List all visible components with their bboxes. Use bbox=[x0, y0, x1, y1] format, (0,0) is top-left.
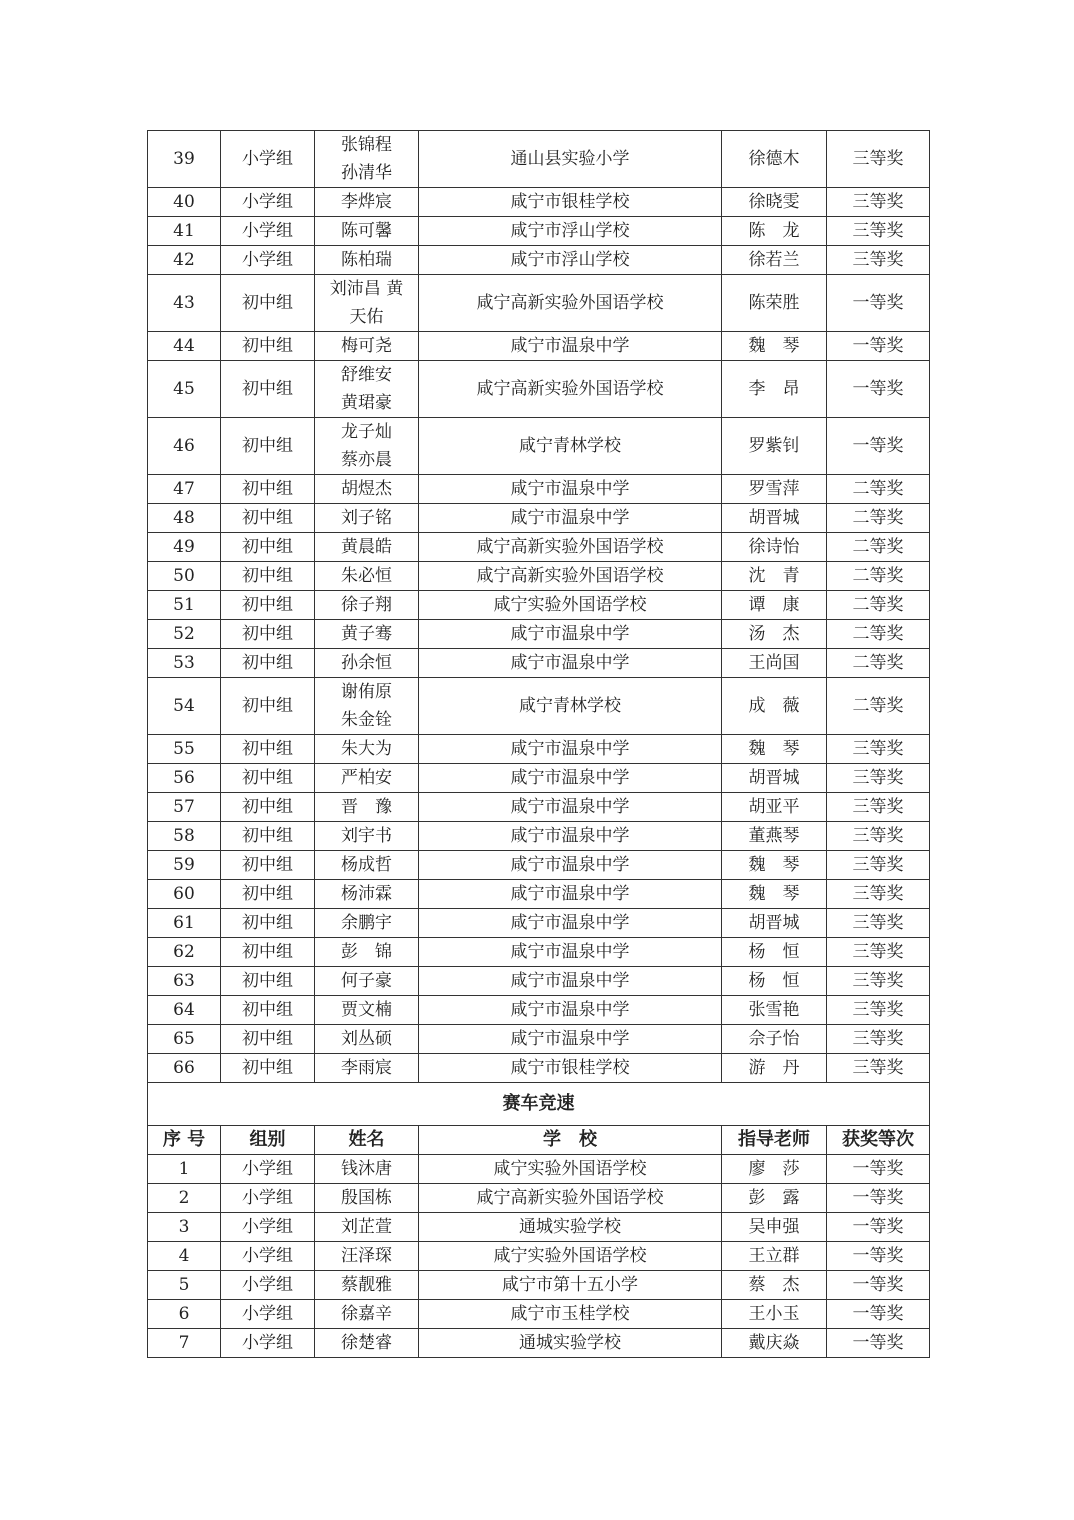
row-group: 初中组 bbox=[221, 475, 315, 504]
row-group: 初中组 bbox=[221, 620, 315, 649]
row-names bbox=[315, 504, 419, 533]
row-award: 一等奖 bbox=[827, 1242, 930, 1271]
student-name: 徐楚睿 bbox=[341, 1333, 392, 1353]
row-teacher: 魏 琴 bbox=[722, 735, 827, 764]
header-group: 组别 bbox=[221, 1126, 315, 1155]
row-award: 三等奖 bbox=[827, 938, 930, 967]
row-award: 三等奖 bbox=[827, 909, 930, 938]
table-row bbox=[148, 591, 930, 620]
row-teacher: 董燕琴 bbox=[722, 822, 827, 851]
table-row bbox=[148, 851, 930, 880]
row-group: 初中组 bbox=[221, 591, 315, 620]
row-number: 50 bbox=[148, 562, 221, 591]
row-school: 咸宁青林学校 bbox=[419, 418, 722, 475]
row-number: 52 bbox=[148, 620, 221, 649]
row-school: 咸宁市温泉中学 bbox=[419, 332, 722, 361]
row-names bbox=[315, 1271, 419, 1300]
row-names bbox=[315, 1025, 419, 1054]
row-school: 咸宁市温泉中学 bbox=[419, 967, 722, 996]
student-name: 李雨宸 bbox=[341, 1058, 392, 1078]
student-name: 孙余恒 bbox=[341, 653, 392, 673]
row-names bbox=[315, 678, 419, 735]
student-name: 殷国栋 bbox=[341, 1188, 392, 1208]
row-school: 咸宁市玉桂学校 bbox=[419, 1300, 722, 1329]
row-award: 二等奖 bbox=[827, 504, 930, 533]
row-teacher: 沈 青 bbox=[722, 562, 827, 591]
row-group: 初中组 bbox=[221, 938, 315, 967]
row-group: 初中组 bbox=[221, 562, 315, 591]
table-row bbox=[148, 188, 930, 217]
student-name: 刘沛昌 黄 bbox=[329, 279, 404, 299]
row-number: 49 bbox=[148, 533, 221, 562]
row-group: 小学组 bbox=[221, 1271, 315, 1300]
student-name: 梅可尧 bbox=[341, 336, 392, 356]
student-name: 刘芷萱 bbox=[341, 1217, 392, 1237]
awards-body-part2 bbox=[148, 1155, 930, 1358]
student-name: 朱大为 bbox=[341, 739, 392, 759]
table-row bbox=[148, 533, 930, 562]
row-school: 通城实验学校 bbox=[419, 1213, 722, 1242]
table-row bbox=[148, 822, 930, 851]
table-row bbox=[148, 504, 930, 533]
row-names bbox=[315, 967, 419, 996]
row-number: 39 bbox=[148, 131, 221, 188]
row-number: 45 bbox=[148, 361, 221, 418]
row-number: 63 bbox=[148, 967, 221, 996]
row-award: 三等奖 bbox=[827, 967, 930, 996]
row-teacher: 魏 琴 bbox=[722, 332, 827, 361]
row-school: 咸宁青林学校 bbox=[419, 678, 722, 735]
table-row bbox=[148, 880, 930, 909]
header-school: 学 校 bbox=[419, 1126, 722, 1155]
row-number: 48 bbox=[148, 504, 221, 533]
student-name: 李烨宸 bbox=[341, 192, 392, 212]
student-name: 杨沛霖 bbox=[341, 884, 392, 904]
row-award: 三等奖 bbox=[827, 188, 930, 217]
table-row bbox=[148, 217, 930, 246]
row-number: 55 bbox=[148, 735, 221, 764]
row-school: 咸宁市浮山学校 bbox=[419, 246, 722, 275]
row-award: 二等奖 bbox=[827, 475, 930, 504]
section-title: 赛车竞速 bbox=[148, 1083, 930, 1126]
row-school: 咸宁市温泉中学 bbox=[419, 735, 722, 764]
row-number: 65 bbox=[148, 1025, 221, 1054]
row-group: 初中组 bbox=[221, 1054, 315, 1083]
row-number: 5 bbox=[148, 1271, 221, 1300]
row-number: 66 bbox=[148, 1054, 221, 1083]
row-names bbox=[315, 735, 419, 764]
row-names bbox=[315, 822, 419, 851]
row-award: 一等奖 bbox=[827, 1184, 930, 1213]
row-group: 初中组 bbox=[221, 418, 315, 475]
row-school: 咸宁市温泉中学 bbox=[419, 851, 722, 880]
row-number: 54 bbox=[148, 678, 221, 735]
row-award: 一等奖 bbox=[827, 418, 930, 475]
student-name: 天佑 bbox=[349, 307, 384, 327]
row-award: 一等奖 bbox=[827, 332, 930, 361]
row-number: 56 bbox=[148, 764, 221, 793]
table-row bbox=[148, 1300, 930, 1329]
row-award: 二等奖 bbox=[827, 591, 930, 620]
table-row bbox=[148, 1213, 930, 1242]
row-group: 初中组 bbox=[221, 332, 315, 361]
row-school: 咸宁市温泉中学 bbox=[419, 909, 722, 938]
student-name: 徐嘉辛 bbox=[341, 1304, 392, 1324]
row-school: 咸宁高新实验外国语学校 bbox=[419, 562, 722, 591]
row-award: 一等奖 bbox=[827, 1329, 930, 1358]
row-award: 三等奖 bbox=[827, 246, 930, 275]
row-school: 咸宁市温泉中学 bbox=[419, 475, 722, 504]
row-group: 初中组 bbox=[221, 361, 315, 418]
row-award: 三等奖 bbox=[827, 1025, 930, 1054]
student-name: 龙子灿 bbox=[341, 422, 392, 442]
row-award: 三等奖 bbox=[827, 851, 930, 880]
row-teacher: 王小玉 bbox=[722, 1300, 827, 1329]
student-name: 钱沐唐 bbox=[341, 1159, 392, 1179]
row-teacher: 游 丹 bbox=[722, 1054, 827, 1083]
row-group: 初中组 bbox=[221, 996, 315, 1025]
row-group: 初中组 bbox=[221, 880, 315, 909]
row-school: 咸宁市温泉中学 bbox=[419, 793, 722, 822]
row-names bbox=[315, 1213, 419, 1242]
table-row bbox=[148, 938, 930, 967]
row-group: 初中组 bbox=[221, 1025, 315, 1054]
row-number: 2 bbox=[148, 1184, 221, 1213]
student-name: 彭 锦 bbox=[341, 942, 392, 962]
row-teacher: 杨 恒 bbox=[722, 938, 827, 967]
row-award: 二等奖 bbox=[827, 533, 930, 562]
student-name: 晋 豫 bbox=[341, 797, 392, 817]
row-names bbox=[315, 1184, 419, 1213]
row-school: 咸宁市温泉中学 bbox=[419, 996, 722, 1025]
student-name: 谢侑原 bbox=[341, 682, 392, 702]
row-teacher: 陈荣胜 bbox=[722, 275, 827, 332]
row-names bbox=[315, 851, 419, 880]
row-group: 小学组 bbox=[221, 1329, 315, 1358]
row-number: 40 bbox=[148, 188, 221, 217]
row-school: 咸宁市温泉中学 bbox=[419, 764, 722, 793]
row-award: 一等奖 bbox=[827, 1155, 930, 1184]
header-no: 序 号 bbox=[148, 1126, 221, 1155]
row-names bbox=[315, 1329, 419, 1358]
student-name: 刘子铭 bbox=[341, 508, 392, 528]
table-row bbox=[148, 1184, 930, 1213]
student-name: 黄子骞 bbox=[341, 624, 392, 644]
row-teacher: 王立群 bbox=[722, 1242, 827, 1271]
table-row bbox=[148, 332, 930, 361]
table-row bbox=[148, 1271, 930, 1300]
row-award: 三等奖 bbox=[827, 822, 930, 851]
student-name: 徐子翔 bbox=[341, 595, 392, 615]
row-school: 咸宁高新实验外国语学校 bbox=[419, 275, 722, 332]
row-names bbox=[315, 1300, 419, 1329]
column-header-row bbox=[148, 1126, 930, 1155]
table-row bbox=[148, 793, 930, 822]
row-group: 小学组 bbox=[221, 1242, 315, 1271]
row-teacher: 彭 露 bbox=[722, 1184, 827, 1213]
row-number: 4 bbox=[148, 1242, 221, 1271]
row-school: 咸宁高新实验外国语学校 bbox=[419, 533, 722, 562]
row-school: 通山县实验小学 bbox=[419, 131, 722, 188]
row-award: 三等奖 bbox=[827, 996, 930, 1025]
row-award: 三等奖 bbox=[827, 1054, 930, 1083]
row-school: 咸宁市银桂学校 bbox=[419, 1054, 722, 1083]
awards-body-part1 bbox=[148, 131, 930, 1083]
student-name: 陈柏瑞 bbox=[341, 250, 392, 270]
row-number: 46 bbox=[148, 418, 221, 475]
row-number: 53 bbox=[148, 649, 221, 678]
student-name: 余鹏宇 bbox=[341, 913, 392, 933]
row-school: 咸宁市温泉中学 bbox=[419, 880, 722, 909]
row-teacher: 廖 莎 bbox=[722, 1155, 827, 1184]
row-group: 初中组 bbox=[221, 909, 315, 938]
row-teacher: 胡亚平 bbox=[722, 793, 827, 822]
table-row bbox=[148, 967, 930, 996]
row-names bbox=[315, 764, 419, 793]
row-teacher: 胡晋城 bbox=[722, 909, 827, 938]
table-row bbox=[148, 475, 930, 504]
row-award: 三等奖 bbox=[827, 880, 930, 909]
table-row bbox=[148, 678, 930, 735]
table-row bbox=[148, 1025, 930, 1054]
row-number: 51 bbox=[148, 591, 221, 620]
student-name: 孙清华 bbox=[341, 163, 392, 183]
row-teacher: 罗紫钊 bbox=[722, 418, 827, 475]
row-number: 42 bbox=[148, 246, 221, 275]
row-award: 二等奖 bbox=[827, 649, 930, 678]
row-school: 咸宁市温泉中学 bbox=[419, 822, 722, 851]
student-name: 杨成哲 bbox=[341, 855, 392, 875]
row-group: 初中组 bbox=[221, 275, 315, 332]
row-group: 初中组 bbox=[221, 649, 315, 678]
row-teacher: 陈 龙 bbox=[722, 217, 827, 246]
row-school: 咸宁实验外国语学校 bbox=[419, 591, 722, 620]
row-number: 61 bbox=[148, 909, 221, 938]
student-name: 蔡靓雅 bbox=[341, 1275, 392, 1295]
row-number: 41 bbox=[148, 217, 221, 246]
student-name: 刘丛硕 bbox=[341, 1029, 392, 1049]
row-teacher: 魏 琴 bbox=[722, 880, 827, 909]
row-names bbox=[315, 1242, 419, 1271]
student-name: 贾文楠 bbox=[341, 1000, 392, 1020]
row-award: 三等奖 bbox=[827, 764, 930, 793]
row-group: 小学组 bbox=[221, 246, 315, 275]
header-name: 姓名 bbox=[315, 1126, 419, 1155]
student-name: 黄晨皓 bbox=[341, 537, 392, 557]
row-names bbox=[315, 217, 419, 246]
row-group: 小学组 bbox=[221, 1300, 315, 1329]
row-group: 初中组 bbox=[221, 533, 315, 562]
row-teacher: 汤 杰 bbox=[722, 620, 827, 649]
row-names bbox=[315, 620, 419, 649]
row-award: 一等奖 bbox=[827, 275, 930, 332]
table-row bbox=[148, 620, 930, 649]
row-group: 小学组 bbox=[221, 217, 315, 246]
table-row bbox=[148, 275, 930, 332]
row-school: 咸宁市银桂学校 bbox=[419, 188, 722, 217]
row-group: 初中组 bbox=[221, 793, 315, 822]
row-teacher: 吴申强 bbox=[722, 1213, 827, 1242]
row-names bbox=[315, 246, 419, 275]
table-row bbox=[148, 131, 930, 188]
row-teacher: 佘子怡 bbox=[722, 1025, 827, 1054]
row-teacher: 张雪艳 bbox=[722, 996, 827, 1025]
student-name: 刘宇书 bbox=[341, 826, 392, 846]
row-teacher: 王尚国 bbox=[722, 649, 827, 678]
row-group: 小学组 bbox=[221, 1184, 315, 1213]
row-group: 初中组 bbox=[221, 967, 315, 996]
row-names bbox=[315, 131, 419, 188]
row-names bbox=[315, 793, 419, 822]
row-group: 初中组 bbox=[221, 504, 315, 533]
row-school: 咸宁实验外国语学校 bbox=[419, 1155, 722, 1184]
row-school: 咸宁市温泉中学 bbox=[419, 938, 722, 967]
row-teacher: 蔡 杰 bbox=[722, 1271, 827, 1300]
row-number: 44 bbox=[148, 332, 221, 361]
row-names bbox=[315, 880, 419, 909]
row-names bbox=[315, 418, 419, 475]
row-group: 初中组 bbox=[221, 764, 315, 793]
table-row bbox=[148, 562, 930, 591]
row-school: 咸宁市浮山学校 bbox=[419, 217, 722, 246]
row-number: 1 bbox=[148, 1155, 221, 1184]
row-teacher: 胡晋城 bbox=[722, 764, 827, 793]
row-names bbox=[315, 996, 419, 1025]
student-name: 胡煜杰 bbox=[341, 479, 392, 499]
row-award: 三等奖 bbox=[827, 735, 930, 764]
row-names bbox=[315, 361, 419, 418]
row-group: 小学组 bbox=[221, 1213, 315, 1242]
row-number: 47 bbox=[148, 475, 221, 504]
row-group: 初中组 bbox=[221, 822, 315, 851]
student-name: 张锦程 bbox=[341, 135, 392, 155]
row-teacher: 魏 琴 bbox=[722, 851, 827, 880]
table-row bbox=[148, 1155, 930, 1184]
student-name: 何子豪 bbox=[341, 971, 392, 991]
row-names bbox=[315, 533, 419, 562]
table-row bbox=[148, 1329, 930, 1358]
row-number: 60 bbox=[148, 880, 221, 909]
row-teacher: 戴庆焱 bbox=[722, 1329, 827, 1358]
row-school: 咸宁市温泉中学 bbox=[419, 1025, 722, 1054]
section-header bbox=[148, 1083, 930, 1155]
row-number: 43 bbox=[148, 275, 221, 332]
row-number: 64 bbox=[148, 996, 221, 1025]
row-names bbox=[315, 591, 419, 620]
row-award: 一等奖 bbox=[827, 361, 930, 418]
row-teacher: 杨 恒 bbox=[722, 967, 827, 996]
table-row bbox=[148, 361, 930, 418]
student-name: 黄珺豪 bbox=[341, 393, 392, 413]
row-number: 59 bbox=[148, 851, 221, 880]
row-school: 咸宁市温泉中学 bbox=[419, 649, 722, 678]
row-award: 一等奖 bbox=[827, 1300, 930, 1329]
row-teacher: 徐诗怡 bbox=[722, 533, 827, 562]
row-number: 57 bbox=[148, 793, 221, 822]
row-teacher: 李 昂 bbox=[722, 361, 827, 418]
row-teacher: 谭 康 bbox=[722, 591, 827, 620]
row-award: 二等奖 bbox=[827, 620, 930, 649]
row-award: 三等奖 bbox=[827, 793, 930, 822]
row-number: 62 bbox=[148, 938, 221, 967]
table-row bbox=[148, 649, 930, 678]
row-award: 一等奖 bbox=[827, 1213, 930, 1242]
row-names bbox=[315, 562, 419, 591]
student-name: 陈可馨 bbox=[341, 221, 392, 241]
row-award: 一等奖 bbox=[827, 1271, 930, 1300]
row-school: 咸宁市温泉中学 bbox=[419, 620, 722, 649]
row-number: 6 bbox=[148, 1300, 221, 1329]
table-row bbox=[148, 418, 930, 475]
row-award: 三等奖 bbox=[827, 217, 930, 246]
row-names bbox=[315, 475, 419, 504]
row-award: 二等奖 bbox=[827, 562, 930, 591]
row-group: 小学组 bbox=[221, 131, 315, 188]
row-names bbox=[315, 275, 419, 332]
row-school: 咸宁高新实验外国语学校 bbox=[419, 361, 722, 418]
row-school: 咸宁实验外国语学校 bbox=[419, 1242, 722, 1271]
student-name: 舒维安 bbox=[341, 365, 392, 385]
row-school: 咸宁市第十五小学 bbox=[419, 1271, 722, 1300]
row-names bbox=[315, 938, 419, 967]
row-group: 初中组 bbox=[221, 851, 315, 880]
section-title-row bbox=[148, 1083, 930, 1126]
row-teacher: 徐若兰 bbox=[722, 246, 827, 275]
row-number: 3 bbox=[148, 1213, 221, 1242]
row-teacher: 成 薇 bbox=[722, 678, 827, 735]
student-name: 蔡亦晨 bbox=[341, 450, 392, 470]
row-number: 58 bbox=[148, 822, 221, 851]
table-row bbox=[148, 996, 930, 1025]
row-school: 咸宁市温泉中学 bbox=[419, 504, 722, 533]
awards-table bbox=[147, 130, 930, 1358]
row-teacher: 罗雪萍 bbox=[722, 475, 827, 504]
table-row bbox=[148, 246, 930, 275]
table-row bbox=[148, 1054, 930, 1083]
student-name: 朱必恒 bbox=[341, 566, 392, 586]
row-names bbox=[315, 188, 419, 217]
row-names bbox=[315, 1155, 419, 1184]
row-names bbox=[315, 649, 419, 678]
student-name: 汪泽琛 bbox=[341, 1246, 392, 1266]
header-teacher: 指导老师 bbox=[722, 1126, 827, 1155]
row-group: 小学组 bbox=[221, 1155, 315, 1184]
table-row bbox=[148, 1242, 930, 1271]
row-names bbox=[315, 1054, 419, 1083]
student-name: 朱金铨 bbox=[341, 710, 392, 730]
student-name: 严柏安 bbox=[341, 768, 392, 788]
row-teacher: 徐晓雯 bbox=[722, 188, 827, 217]
header-award: 获奖等次 bbox=[827, 1126, 930, 1155]
row-school: 咸宁高新实验外国语学校 bbox=[419, 1184, 722, 1213]
row-teacher: 徐德木 bbox=[722, 131, 827, 188]
row-group: 初中组 bbox=[221, 735, 315, 764]
row-teacher: 胡晋城 bbox=[722, 504, 827, 533]
table-row bbox=[148, 764, 930, 793]
table-row bbox=[148, 909, 930, 938]
row-group: 小学组 bbox=[221, 188, 315, 217]
row-names bbox=[315, 332, 419, 361]
table-row bbox=[148, 735, 930, 764]
row-number: 7 bbox=[148, 1329, 221, 1358]
row-award: 三等奖 bbox=[827, 131, 930, 188]
row-group: 初中组 bbox=[221, 678, 315, 735]
row-award: 二等奖 bbox=[827, 678, 930, 735]
row-names bbox=[315, 909, 419, 938]
row-school: 通城实验学校 bbox=[419, 1329, 722, 1358]
